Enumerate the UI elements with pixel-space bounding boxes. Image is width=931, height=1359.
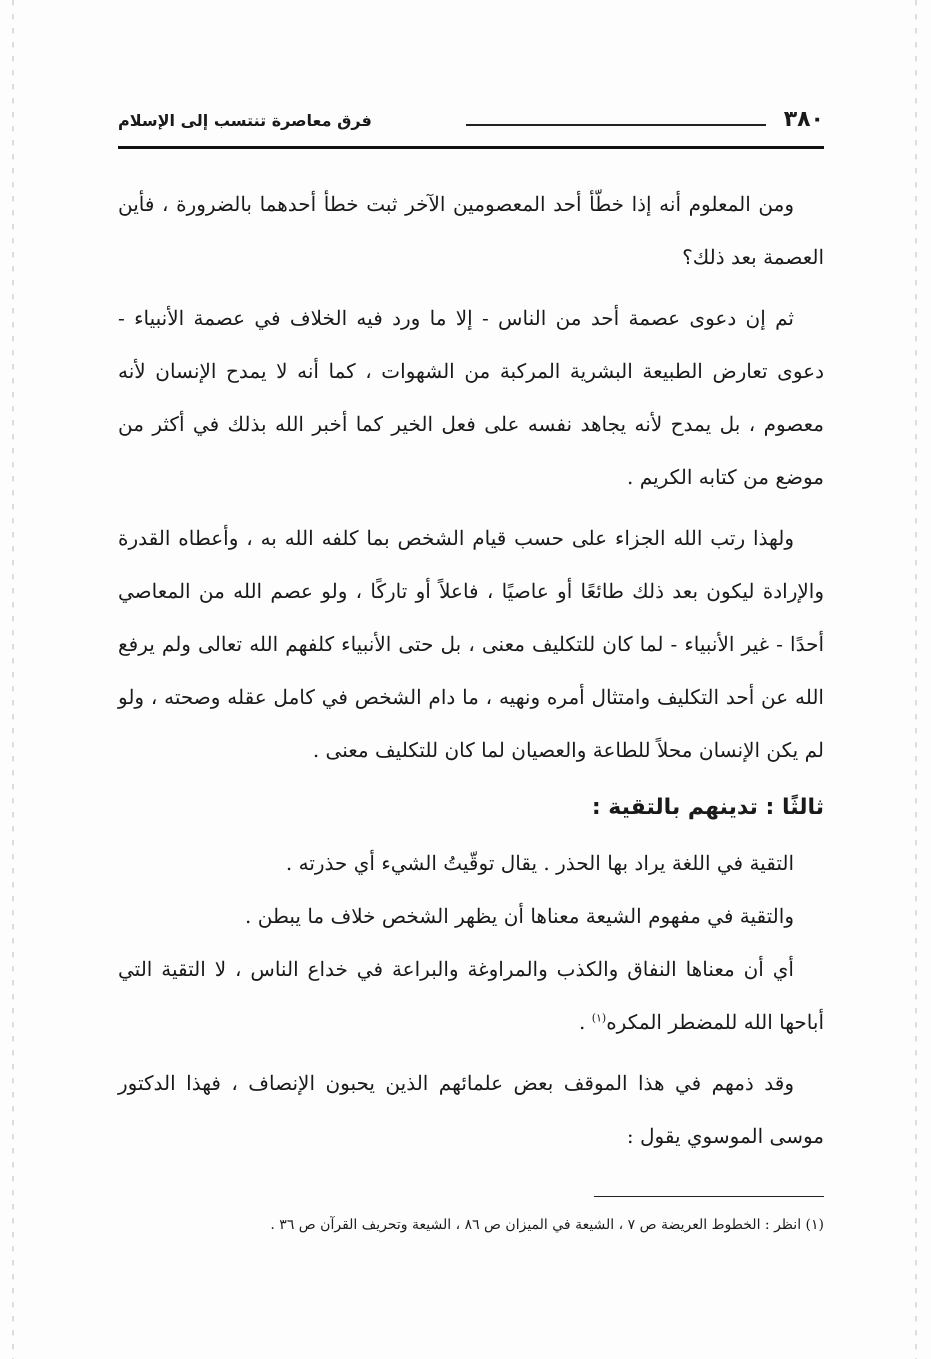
paragraph-taqiyya-shia: والتقية في مفهوم الشيعة معناها أن يظهر الشخص خلاف ما يبطن . [245, 904, 794, 928]
paragraph-taqiyya-meaning [118, 943, 824, 1049]
header-title: فرق معاصرة تنتسب إلى الإسلام [118, 111, 372, 130]
paragraph-2: ثم إن دعوى عصمة أحد من الناس - إلا ما ورد فيه الخلاف في عصمة الأنبياء - دعوى تعارض الطبيعة البشرية المركبة من الشهوات ، كما أنه لا يمدح الإنسان لأنه معصوم ، بل يمدح لأنه يجاهد نفسه على فعل الخير كما أخبر الله بذلك في أكثر من موضع من كتابه الكريم . [118, 306, 824, 489]
main-text [118, 178, 824, 1163]
paragraph-taqiyya-meaning-end: . [578, 1010, 592, 1034]
paragraph-3: ولهذا رتب الله الجزاء على حسب قيام الشخص بما كلفه الله به ، وأعطاه القدرة والإرادة ليكون بعد ذلك طائعًا أو عاصيًا ، فاعلاً أو تاركًا ، ولو عصم الله من المعاصي أحدًا - غير الأنبياء - لما كان للتكليف معنى ، بل حتى الأنبياء كلفهم الله تعالى ولم يرفع الله عن أحد التكليف وامتثال أمره ونهيه ، ما دام الشخص في كامل عقله وصحته ، ولو لم يكن الإنسان محلاً للطاعة والعصيان لما كان للتكليف معنى . [118, 526, 824, 762]
header-rule [118, 146, 824, 149]
page-number: ٣٨٠ [783, 107, 824, 132]
scan-edge-right [915, 0, 917, 1359]
header-dash [466, 124, 766, 126]
footnote-rule [594, 1196, 824, 1197]
footnote: (١) انظر : الخطوط العريضة ص ٧ ، الشيعة في الميزان ص ٨٦ ، الشيعة وتحريف القرآن ص ٣٦ . [270, 1217, 824, 1233]
section-heading: ثالثًا : تدينهم بالتقية : [591, 795, 824, 820]
footnote-reference[interactable]: (١) [591, 1011, 607, 1025]
paragraph-taqiyya-meaning-text: أي أن معناها النفاق والكذب والمراوغة والبراعة في خداع الناس ، لا التقية التي أباحها الله للمضطر المكره [118, 957, 824, 1034]
paragraph-taqiyya-language: التقية في اللغة يراد بها الحذر . يقال توقّيتُ الشيء أي حذرته . [285, 851, 794, 875]
paragraph-1: ومن المعلوم أنه إذا خطّأ أحد المعصومين الآخر ثبت خطأ أحدهما بالضرورة ، فأين العصمة بعد ذلك؟ [118, 192, 824, 269]
paragraph-closing: وقد ذمهم في هذا الموقف بعض علمائهم الذين يحبون الإنصاف ، فهذا الدكتور موسى الموسوي يقول : [118, 1071, 824, 1148]
scan-edge-left [12, 0, 14, 1359]
running-header [118, 106, 824, 144]
